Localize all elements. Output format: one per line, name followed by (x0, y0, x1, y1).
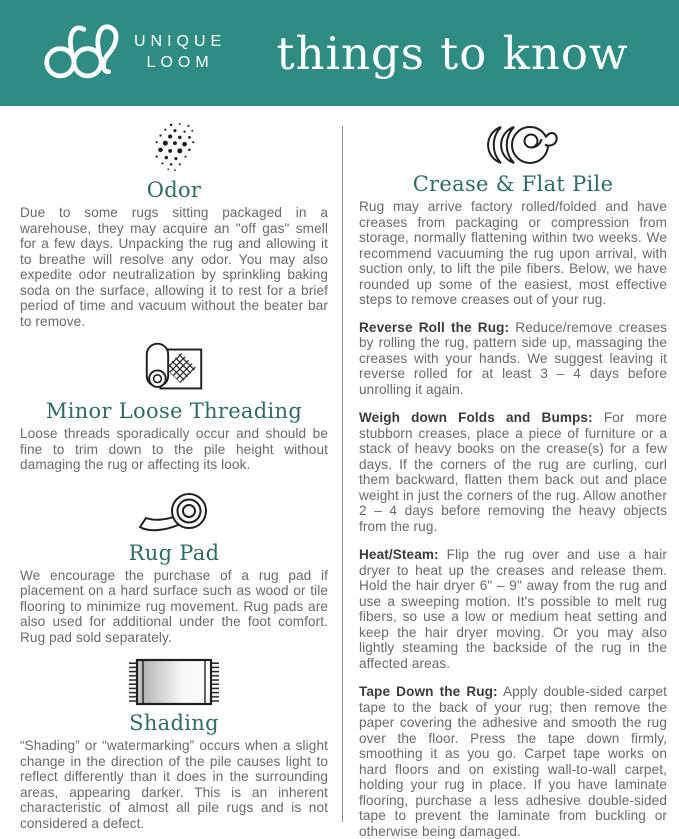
tip-label: Weigh down Folds and Bumps: (359, 410, 593, 425)
section-shading (20, 657, 328, 831)
right-column (343, 122, 669, 839)
section-odor (20, 122, 328, 329)
tip-reverse-roll (359, 320, 667, 398)
section-heading: Crease & Flat Pile (412, 172, 614, 196)
page-title: things to know (276, 26, 629, 80)
tip-label: Reverse Roll the Rug: (359, 319, 510, 335)
unique-loom-logo-icon (40, 20, 122, 87)
section-body: We encourage the purchase of a rug pad if placement on a hard surface such as wood or tile flooring to minimize rug movement. Rug pads are also used for additional under the foot comfort. Rug pad sold separately. (20, 567, 328, 645)
section-heading: Odor (146, 178, 202, 202)
tip-body: Apply double-sided carpet tape to the back of your rug; then remove the paper covering the adhesive and smooth the rug over the floor. Press the tape down firmly, smoothing it as you go. Carpet tape works on hard floors and on existing wall-to-wall carpet, holding your rug in place. If you have laminate flooring, purchase a less adhesive double-sided tape to prevent the laminate from buckling or otherwise being damaged. (359, 684, 667, 839)
section-heading: Shading (129, 711, 219, 735)
left-column (14, 122, 342, 831)
tip-tape-down (359, 684, 667, 839)
brand-line-1: UNIQUE (134, 33, 227, 51)
section-crease-flat-pile (359, 122, 667, 308)
shaded-rug-icon (20, 657, 328, 707)
brand-name (134, 32, 226, 74)
rolled-rug-threading-icon (20, 341, 328, 395)
tip-label: Heat/Steam: (359, 547, 439, 562)
tip-label: Tape Down the Rug: (359, 684, 498, 699)
section-rug-pad (20, 485, 328, 646)
section-heading: Rug Pad (128, 540, 220, 565)
section-body: “Shading” or “watermarking” occurs when a slight change in the direction of the pile causes light to reflect differently than it does in the surrounding areas, appearing darker. This is an inherent characteristic of almost all pile rugs and is not considered a defect. (20, 738, 328, 831)
tip-heat-steam (359, 547, 667, 671)
brand-line-2: LOOM (146, 54, 214, 71)
tip-weigh-down (359, 410, 667, 534)
section-body: Due to some rugs sitting packaged in a warehouse, they may acquire an "off gas" smell for a few days. Unpacking the rug and allowing it to breathe will resolve any odor. You may also expedite odor neutralization by sprinkling baking soda on the surface, allowing it to rest for a brief period of time and vacuum without the beater bar to remove. (20, 205, 328, 329)
tip-body: Flip the rug over and use a hair dryer to heat up the creases and release them. Hold the hair dryer 6" – 9" away from the rug and use a sweeping motion. It's possible to melt rug fibers, so use a low or medium heat setting and keep the hair dryer moving. Or you may also lightly steaming the backside of the rug in the affected areas. (359, 547, 667, 671)
tip-body: Reduce/remove creases by rolling the rug, pattern side up, massaging the creases with your hands. We suggest leaving it reverse rolled for at least 3 – 4 days before unrolling it again. (359, 319, 667, 397)
brand (40, 20, 258, 87)
header-banner (0, 0, 679, 106)
content (0, 106, 679, 839)
section-body: Loose threads sporadically occur and should be fine to trim down to the pile height without damaging the rug or affecting its look. (20, 426, 328, 472)
odor-dots-icon (20, 122, 328, 174)
tip-body: For more stubborn creases, place a piece of furniture or a stack of heavy books on the crease(s) for a few days. If the corners of the rug are curling, curl them backward, flatten them back out and place weight in just the corners of the rug. Allow another 2 – 4 days before removing the heavy objects from the rug. (359, 410, 667, 534)
section-body: Rug may arrive factory rolled/folded and have creases from packaging or compression from storage, normally flattening within two weeks. We recommend vacuuming the rug upon arrival, with suction only, to lift the pile fibers. Below, we have rounded up some of the easiest, most effective steps to remove creases out of your rug. (359, 199, 667, 307)
section-heading: Minor Loose Threading (45, 399, 303, 423)
rug-pad-roll-icon (20, 485, 328, 537)
rolled-rug-crease-icon (359, 122, 667, 168)
section-minor-loose-threading (20, 341, 328, 473)
